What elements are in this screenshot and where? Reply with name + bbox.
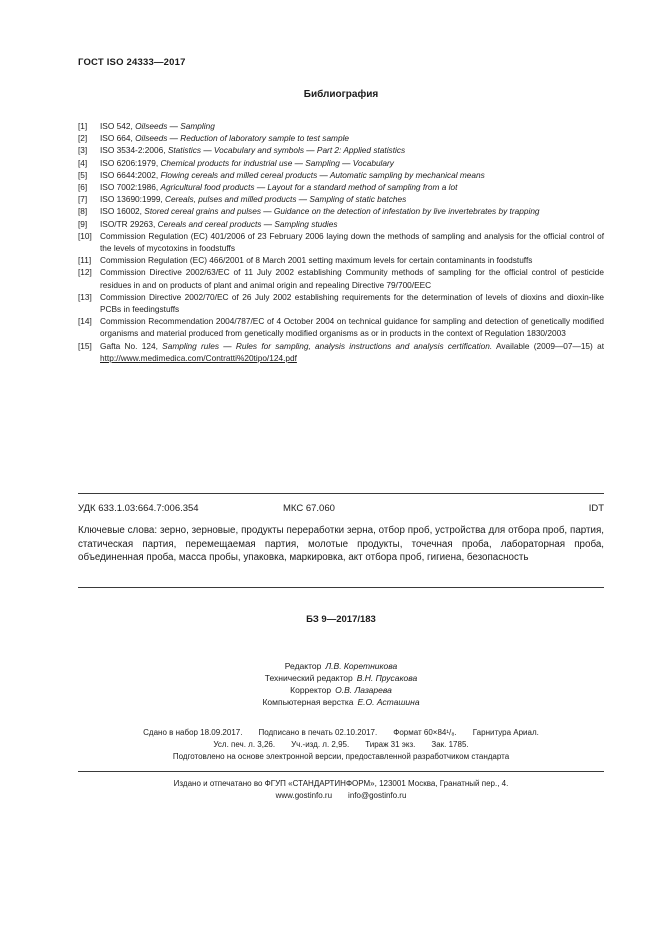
bibliography-item — [78, 315, 604, 339]
editor-line: Редактор Л.В. Коретникова — [284, 660, 398, 671]
bibliography-item — [78, 254, 604, 266]
bibliography-item — [78, 181, 604, 193]
editor-name: Л.В. Коретникова — [325, 660, 398, 671]
bibliography-item — [78, 193, 604, 205]
ref-number: [12] — [78, 267, 92, 278]
bibliography-item — [78, 144, 604, 156]
imprint-line-2: Усл. печ. л. 3,26. Уч.-изд. л. 2,95. Тираж 31 экз. Зак. 1785. — [213, 739, 469, 749]
mks-code: МКС 67.060 — [283, 503, 335, 515]
ref-number: [10] — [78, 230, 92, 241]
ref-text: Commission Recommendation 2004/787/EC of 4 October 2004 on technical guidance for sampling and detection of genetically modified organisms and material produced from genetically modified organisms as or in products in the context of Regulation 1830/2003 — [100, 316, 604, 339]
editor-line: Технический редактор В.Н. Прусакова — [264, 672, 418, 683]
imprint-line-3: Подготовлено на основе электронной версии, предоставленной разработчиком стандарта — [172, 751, 510, 761]
imprint-line-1: Сдано в набор 18.09.2017. Подписано в печать 02.10.2017. Формат 60×84¹/₈. Гарнитура Ариал. — [143, 727, 539, 737]
publisher-line: Издано и отпечатано во ФГУП «СТАНДАРТИНФОРМ», 123001 Москва, Гранатный пер., 4. — [173, 778, 509, 788]
ref-number: [7] — [78, 194, 88, 205]
bibliography-item — [78, 291, 604, 315]
bibliography-item — [78, 205, 604, 217]
website-text: www.gostinfo.ru — [275, 790, 333, 800]
bibliography-item — [78, 266, 604, 290]
editors-block — [78, 660, 604, 708]
bibliography-item — [78, 120, 604, 132]
bibliography-item — [78, 218, 604, 230]
ref-text: Commission Regulation (EC) 466/2001 of 8 March 2001 setting maximum levels for certain contaminants in foodstuffs — [100, 255, 533, 266]
udk-code: УДК 633.1.03:664.7:006.354 — [78, 503, 199, 515]
ref-number: [1] — [78, 121, 88, 131]
ref-number: [8] — [78, 206, 88, 217]
bibliography-item — [78, 169, 604, 181]
bibliography-item — [78, 132, 604, 144]
editor-name: Е.О. Асташина — [357, 696, 420, 707]
ref-number: [3] — [78, 145, 88, 156]
divider-line — [78, 771, 604, 772]
ref-number: [9] — [78, 218, 88, 229]
editor-line: Компьютерная верстка Е.О. Асташина — [262, 696, 420, 707]
ref-number: [13] — [78, 291, 92, 302]
ref-text: ISO 7002:1986, Agricultural food products — Layout for a standard method of sampling from a lot — [100, 182, 458, 193]
document-header: ГОСТ ISO 24333—2017 — [78, 57, 186, 68]
ref-text: ISO 542, Oilseeds — Sampling — [100, 121, 215, 131]
bibliography-item — [78, 230, 604, 254]
ref-text: ISO 6644:2002, Flowing cereals and milled cereal products — Automatic sampling by mechanical means — [100, 169, 485, 180]
ref-text: ISO 3534-2:2006, Statistics — Vocabulary and symbols — Part 2: Applied statistics — [100, 145, 406, 156]
bibliography-item — [78, 340, 604, 364]
ref-text: Gafta No. 124, Sampling rules — Rules for sampling, analysis instructions and analysis certification. Available (2009—07—15) at http://www.medimedica.com/Contratti%20tipo/124.pdf — [100, 340, 604, 363]
ref-text: Commission Regulation (EC) 401/2006 of 23 February 2006 laying down the methods of sampling and analysis for the official control of the levels of mycotoxins in foodstuffs — [100, 230, 604, 254]
ref-text: Commission Directive 2002/70/EC of 26 July 2002 establishing requirements for the determination of levels of dioxins and dioxin-like PCBs in feedingstuffs — [100, 291, 604, 315]
ref-number: [6] — [78, 182, 88, 193]
reference-url-link[interactable]: http://www.medimedica.com/Contratti%20tipo/124.pdf — [100, 352, 297, 363]
section-title: Библиография — [303, 89, 379, 100]
keywords-paragraph: Ключевые слова: зерно, зерновые, продукты переработки зерна, отбор проб, устройства для отбора проб, партия, статическая партия, перемещаемая партия, молотые продукты, точечная проба, лабораторная проба, объединенная проба, масса пробы, упаковка, маркировка, акт отбора проб, гигиена, безопасность — [78, 525, 604, 564]
ref-number: [15] — [78, 340, 92, 351]
editor-name: В.Н. Прусакова — [356, 672, 418, 683]
ref-number: [4] — [78, 157, 88, 168]
publisher-footer — [78, 778, 604, 802]
bibliography-item — [78, 157, 604, 169]
contacts-line — [78, 790, 604, 802]
ref-text: ISO 664, Oilseeds — Reduction of laboratory sample to test sample — [100, 133, 350, 144]
editor-line: Корректор О.В. Лазарева — [290, 684, 392, 695]
ref-number: [11] — [78, 255, 92, 266]
ref-number: [14] — [78, 316, 92, 327]
bz-code: БЗ 9—2017/183 — [306, 613, 376, 625]
ref-number: [5] — [78, 169, 88, 180]
bibliography-list — [78, 120, 604, 364]
ref-text: ISO 6206:1979, Chemical products for industrial use — Sampling — Vocabulary — [100, 157, 394, 168]
ref-text: ISO 13690:1999, Cereals, pulses and milled products — Sampling of static batches — [100, 194, 407, 205]
divider-line — [78, 587, 604, 588]
email-text: info@gostinfo.ru — [348, 790, 407, 800]
ref-text: ISO 16002, Stored cereal grains and pulses — Guidance on the detection of infestation by live invertebrates by trapping — [100, 206, 540, 217]
editor-name: О.В. Лазарева — [335, 684, 392, 695]
idt-label: IDT — [588, 503, 604, 515]
classification-row — [78, 503, 604, 514]
ref-number: [2] — [78, 133, 88, 144]
ref-text: Commission Directive 2002/63/EC of 11 July 2002 establishing Community methods of sampling for the official control of pesticide residues in and on products of plant and animal origin and repealing Directive 79/700/EEC — [100, 267, 604, 290]
ref-text: ISO/TR 29263, Cereals and cereal products — Sampling studies — [100, 218, 338, 229]
divider-line — [78, 493, 604, 494]
imprint-block — [78, 727, 604, 763]
